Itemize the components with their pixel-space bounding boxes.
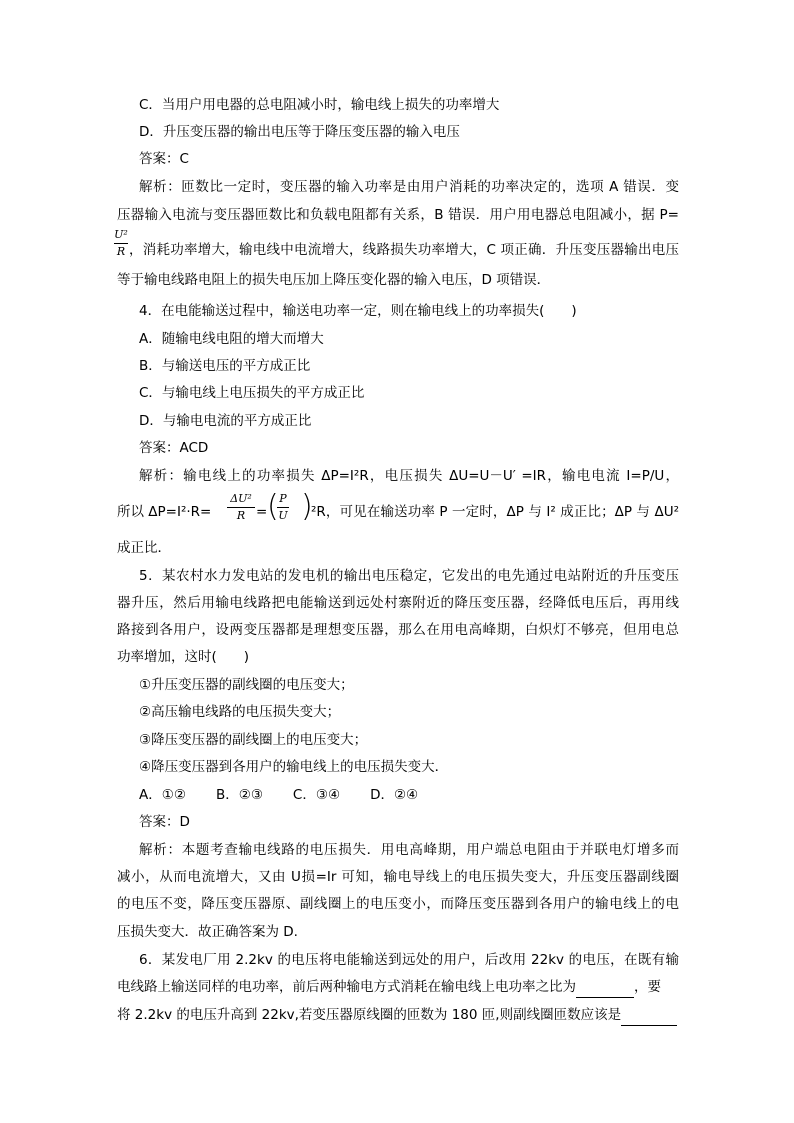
q6-stem-line3-text: 将 2.2kv 的电压升高到 22kv,若变压器原线圈的匝数为 180 匝,则副线圈匝数应该是 — [117, 1007, 622, 1023]
q6-stem-line1: 6．某发电厂用 2.2kv 的电压将电能输送到远处的用户，后改用 22kv 的电压，在既有输 — [139, 952, 679, 968]
q3-fraction-denominator: R — [116, 245, 126, 258]
q5-item-2: ②高压输电线路的电压损失变大； — [139, 704, 341, 720]
q3-fraction-numerator: U² — [114, 228, 128, 241]
q6-blank-1 — [576, 977, 634, 998]
q5-choice-c: C．③④ — [292, 787, 341, 803]
q4-fraction-delta-u — [227, 492, 255, 523]
q5-explanation-line2: 减小，从而电流增大，又由 U损=Ir 可知，输电导线上的电压损失变大，升压变压器副线圈 — [117, 869, 679, 885]
q3-option-c: C．当用户用电器的总电阻减小时，输电线上损失的功率增大 — [139, 97, 500, 113]
q3-explanation-line1: 解析：匝数比一定时，变压器的输入功率是由用户消耗的功率决定的，选项 A 错误．变 — [139, 179, 679, 195]
q5-stem-line2: 器升压，然后用输电线路把电能输送到远处村寨附近的降压变压器，经降低电压后，再用线 — [117, 595, 679, 611]
q4-explanation-line3: 成正比． — [117, 540, 171, 556]
q4-fraction-numerator: ΔU² — [230, 492, 252, 505]
q4-explanation-line2a: 所以 ΔP=I²·R= — [117, 504, 212, 520]
q5-item-4: ④降压变压器到各用户的输电线上的电压损失变大． — [139, 759, 449, 775]
q4-explanation-line1: 解析：输电线上的功率损失 ΔP=I²R，电压损失 ΔU=U－U′ =IR，输电电流 I=P/U， — [139, 468, 679, 484]
q3-explanation-line3: ，消耗功率增大，输电线中电流增大，线路损失功率增大，C 项正确．升压变压器输出电压 — [129, 242, 679, 258]
q4-stem: 4．在电能输送过程中，输送电功率一定，则在输电线上的功率损失( ) — [139, 303, 577, 319]
q4-answer: 答案：ACD — [139, 440, 209, 456]
left-paren: ( — [267, 489, 279, 524]
q4-option-b: B．与输送电压的平方成正比 — [139, 358, 311, 374]
q6-stem-line2-end: ，要 — [634, 979, 661, 995]
q3-explanation-line4: 等于输电线路电阻上的损失电压加上降压变化器的输入电压，D 项错误． — [117, 272, 551, 288]
q5-item-3: ③降压变压器的副线圈上的电压变大； — [139, 732, 368, 748]
q5-choice-a: A．①② — [139, 787, 186, 803]
q5-item-1: ①升压变压器的副线圈的电压变大； — [139, 677, 354, 693]
q5-stem-line1: 5．某农村水力发电站的发电机的输出电压稳定，它发出的电先通过电站附近的升压变压 — [139, 568, 679, 584]
q4-fraction-denominator: R — [236, 509, 246, 522]
q5-choice-b: B．②③ — [215, 787, 263, 803]
q4-explanation-line2b: = — [256, 504, 268, 520]
q3-explanation-line2: 压器输入电流与变压器匝数比和负载电阻都有关系，B 错误．用户用电器总电阻减小，据 P= — [117, 207, 679, 223]
q4-paren-denominator: U — [278, 509, 288, 522]
right-paren: ) — [301, 489, 313, 524]
q4-option-a: A．随输电线电阻的增大而增大 — [139, 331, 324, 347]
q3-option-d: D．升压变压器的输出电压等于降压变压器的输入电压 — [139, 124, 460, 140]
q6-stem-line3 — [117, 1005, 677, 1025]
q6-stem-line2-text: 电线路上输送同样的电功率，前后两种输电方式消耗在输电线上电功率之比为 — [117, 979, 576, 995]
q5-choices — [139, 785, 448, 805]
q5-stem-line4: 功率增加，这时( ) — [117, 649, 250, 665]
q5-answer: 答案：D — [139, 814, 190, 830]
q5-explanation-line3: 的电压不变，降压变压器原、副线圈上的电压变小，而降压变压器到各用户的输电线上的电 — [117, 896, 679, 912]
q3-fraction — [114, 228, 128, 259]
q4-paren-numerator: P — [279, 492, 287, 505]
q4-option-c: C．与输电线上电压损失的平方成正比 — [139, 385, 365, 401]
q5-explanation-line1: 解析：本题考查输电线路的电压损失．用电高峰期，用户端总电阻由于并联电灯增多而 — [139, 842, 679, 858]
q4-option-d: D．与输电电流的平方成正比 — [139, 413, 312, 429]
q5-explanation-line4: 压损失变大．故正确答案为 D. — [117, 924, 298, 940]
q5-stem-line3: 路接到各用户，设两变压器都是理想变压器，那么在用电高峰期，白炽灯不够亮，但用电总 — [117, 622, 679, 638]
q4-fraction-p-over-u — [277, 492, 289, 523]
q4-explanation-line2c: ²R，可见在输送功率 P 一定时，ΔP 与 I² 成正比；ΔP 与 ΔU² — [311, 504, 679, 520]
q6-blank-2 — [621, 1005, 677, 1026]
q5-choice-d: D．②④ — [370, 787, 419, 803]
q3-answer: 答案：C — [139, 151, 189, 167]
q6-stem-line2 — [117, 977, 661, 997]
